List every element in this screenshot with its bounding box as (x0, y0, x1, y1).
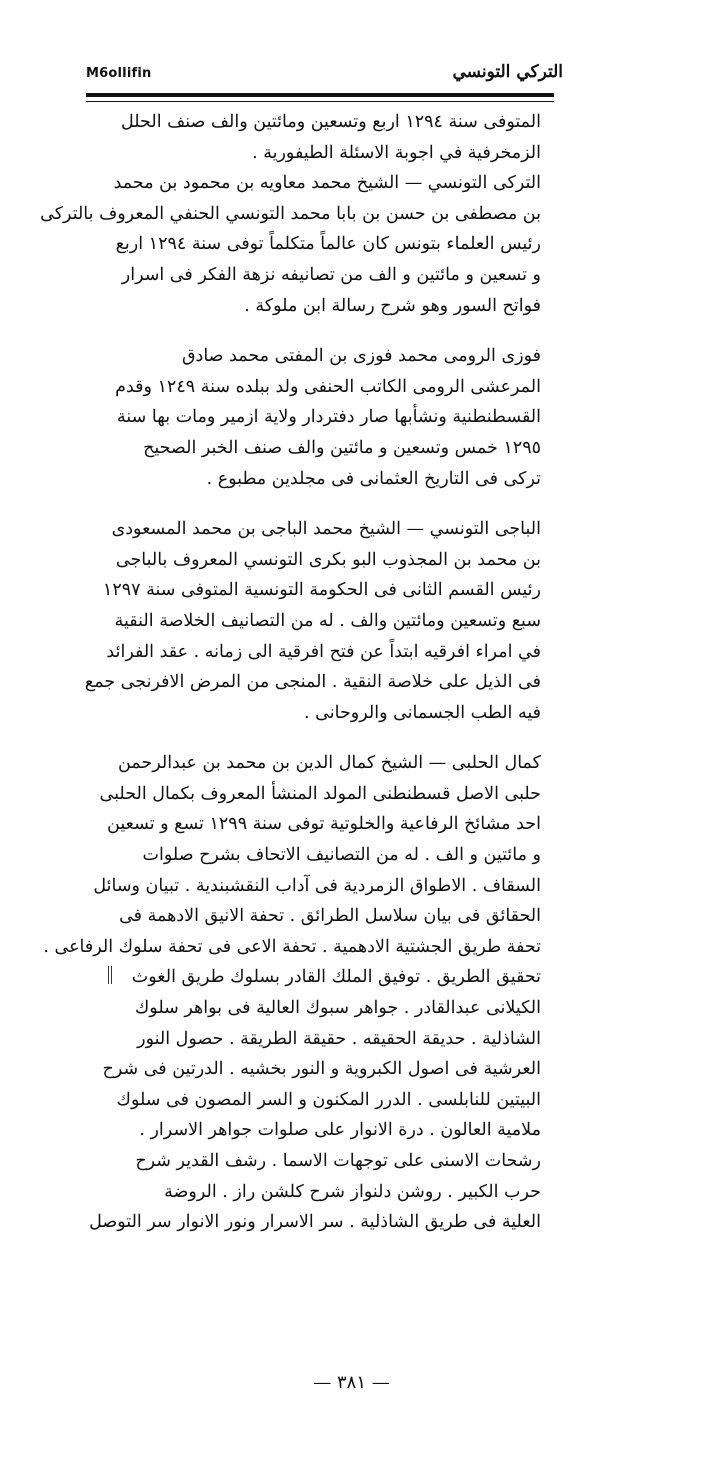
text-line: فواتح السور وهو شرح رسالة ابن ملوكة . (244, 295, 541, 316)
margin-binding-mark (108, 966, 112, 984)
text-line: القسطنطنية ونشأبها صار دفتردار ولاية ازمير ومات بها سنة (116, 407, 541, 428)
text-line: فى الذيل على خلاصة النقية . المنجى من المرض الافرنجى جمع (84, 672, 541, 693)
header-running-title: التركي التونسي (452, 62, 563, 82)
text-line: تحفة طريق الجشتية الادهمية . تحفة الاعى فى تحفة سلوك الرفاعى . (43, 936, 541, 957)
text-line: تركى فى التاريخ العثمانى فى مجلدين مطبوع . (206, 468, 541, 489)
text-line: كمال الحلبى — الشيخ كمال الدين بن محمد بن عبدالرحمن (117, 753, 541, 774)
text-line: ملامية العالون . درة الانوار على صلوات جواهر الاسرار . (139, 1120, 541, 1141)
header-catalog-label: M6ollifin (86, 66, 152, 81)
text-line: رئيس العلماء بتونس كان عالماً متكلماً توفى سنة ١٢٩٤ اربع (115, 234, 541, 255)
page-number: — ٣٨١ — (313, 1372, 390, 1393)
text-line: المتوفى سنة ١٢٩٤ اربع وتسعين ومائتين والف صنف الحلل (121, 112, 541, 132)
header-rule-thick (86, 93, 554, 97)
text-line: حلبى الاصل قسطنطنى المولد المنشأ المعروف بكمال الحلبى (99, 783, 541, 804)
text-line: الشاذلية . حديقة الحقيقه . حقيقة الطريقة . حصول النور (137, 1028, 541, 1049)
text-line: العرشية فى اصول الكبروية و النور بخشيه . الدرتين فى شرح (102, 1059, 541, 1080)
header-rule-thin (86, 101, 554, 102)
text-line: الحقائق فى بيان سلاسل الطرائق . تحفة الانيق الادهمة فى (119, 906, 541, 927)
text-line: و مائتين و الف . له من التصانيف الاتحاف بشرح صلوات (142, 845, 541, 866)
text-line: بن مصطفى بن حسن بن بابا محمد التونسي الحنفي المعروف بالتركى (40, 203, 541, 224)
text-line: سبع وتسعين ومائتين والف . له من التصانيف الخلاصة النقية (114, 610, 541, 631)
entry-turki-tunisi (40, 168, 541, 321)
text-line: تحقيق الطريق . توفيق الملك القادر بسلوك طريق الغوث (131, 967, 541, 988)
text-line: البيتين للنابلسى . الدرر المكنون و السر المصون فى سلوك (116, 1089, 541, 1110)
text-line: في امراء افرقيه ابتداً عن فتح افرقية الى زمانه . عقد الفرائد (106, 641, 541, 662)
text-line: رشحات الاسنى على توجهات الاسما . رشف القدير شرح (135, 1151, 541, 1171)
entry-baji-tunisi (84, 514, 541, 728)
text-line: التركى التونسي — الشيخ محمد معاويه بن محمود بن محمد (113, 173, 541, 194)
text-line: الكيلانى عبدالقادر . جواهر سبوك العالية فى بواهر سلوك (134, 998, 541, 1019)
text-line: احد مشائخ الرفاعية والخلوتية توفى سنة ١٢٩٩ تسع و تسعين (107, 814, 541, 835)
text-line: الزمخرفية في اجوبة الاسئلة الطيفورية . (252, 142, 541, 163)
text-line: رئيس القسم الثانى فى الحكومة التونسية المتوفى سنة ١٢٩٧ (102, 580, 541, 601)
entry-continuation (96, 107, 541, 168)
text-line: فيه الطب الجسمانى والروحانى . (304, 702, 541, 723)
text-line: الباجى التونسي — الشيخ محمد الباجى بن محمد المسعودى (111, 519, 541, 540)
entry-fawzi-rumi (96, 341, 541, 494)
text-line: حرب الكبير . روشن دلنواز شرح كلشن راز . الروضة (164, 1181, 541, 1202)
text-line: المرعشى الرومى الكاتب الحنفى ولد ببلده سنة ١٢٤٩ وقدم (115, 376, 541, 397)
text-line: فوزى الرومى محمد فوزى بن المفتى محمد صادق (181, 346, 541, 367)
text-line: ١٢٩٥ خمس وتسعين و مائتين والف صنف الخبر الصحيح (143, 437, 541, 458)
text-line: بن محمد بن المجذوب البو بكرى التونسي المعروف بالباجى (115, 549, 541, 570)
page-header (86, 62, 563, 88)
text-line: العلية فى طريق الشاذلية . سر الاسرار ونور الانوار سر التوصل (89, 1212, 541, 1233)
text-line: السقاف . الاطواق الزمردية فى آداب النقشبندية . تبيان وسائل (93, 875, 541, 896)
entry-kamal-halabi (43, 748, 541, 1238)
text-line: و تسعين و مائتين و الف من تصانيفه نزهة الفكر فى اسرار (121, 264, 541, 285)
document-body (40, 107, 541, 1238)
